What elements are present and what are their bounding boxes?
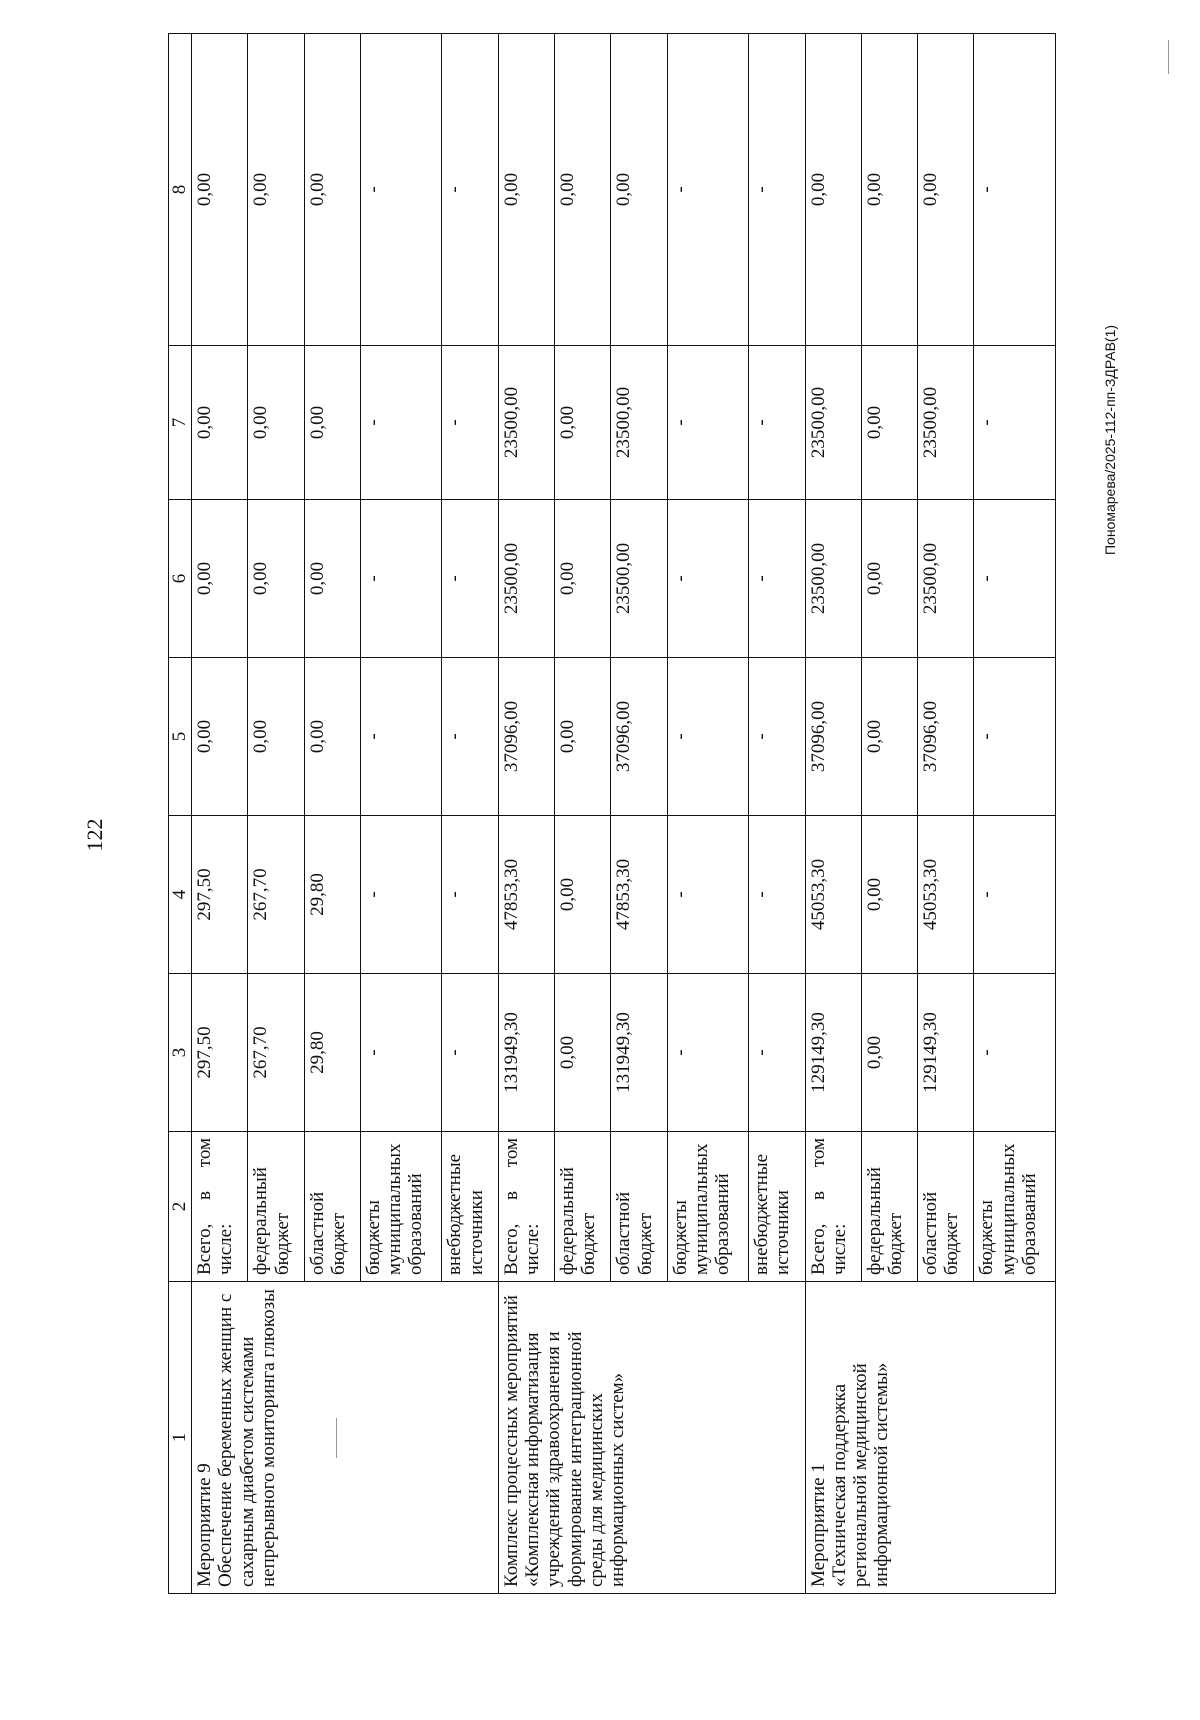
value-cell: 23500,00: [611, 500, 667, 658]
value-cell: 129149,30: [918, 974, 974, 1132]
value-cell: -: [974, 816, 1056, 974]
scan-artifact: [1168, 40, 1169, 74]
value-cell: 0,00: [248, 658, 304, 816]
value-cell: 23500,00: [498, 500, 554, 658]
source-label: бюджеты муниципальных образований: [360, 1132, 442, 1282]
activity-title: Комплекс процессных мероприятий «Комплексная информатизация учреждений здравоохранения и формирование интеграционной среды для медицинских информационных систем»: [500, 1295, 629, 1587]
source-label: федеральный бюджет: [248, 1132, 304, 1282]
value-cell: 47853,30: [498, 816, 554, 974]
value-cell: 47853,30: [611, 816, 667, 974]
column-number: 7: [169, 346, 192, 500]
activity-description-cell: [192, 1282, 499, 1594]
value-cell: -: [749, 34, 805, 346]
source-label: областной бюджет: [918, 1132, 974, 1282]
value-cell: 23500,00: [918, 500, 974, 658]
value-cell: -: [974, 500, 1056, 658]
value-cell: 0,00: [248, 346, 304, 500]
value-cell: -: [442, 658, 498, 816]
value-cell: -: [974, 658, 1056, 816]
value-cell: -: [749, 658, 805, 816]
value-cell: -: [360, 34, 442, 346]
value-cell: -: [749, 974, 805, 1132]
column-number: 4: [169, 816, 192, 974]
value-cell: -: [442, 34, 498, 346]
value-cell: 297,50: [192, 816, 248, 974]
value-cell: 0,00: [248, 500, 304, 658]
value-cell: -: [667, 658, 749, 816]
source-label: в: [807, 1190, 829, 1200]
value-cell: -: [749, 816, 805, 974]
value-cell: -: [749, 346, 805, 500]
value-cell: -: [442, 974, 498, 1132]
source-label: бюджеты муниципальных образований: [667, 1132, 749, 1282]
activity-description-cell: [498, 1282, 805, 1594]
value-cell: 267,70: [248, 816, 304, 974]
source-label: федеральный бюджет: [555, 1132, 611, 1282]
value-cell: 0,00: [498, 34, 554, 346]
source-label: внебюджетные источники: [749, 1132, 805, 1282]
activity-title: Мероприятие 9: [194, 1463, 215, 1587]
value-cell: -: [442, 346, 498, 500]
source-label: областной бюджет: [304, 1132, 360, 1282]
table-row: [498, 34, 554, 1594]
value-cell: 0,00: [555, 974, 611, 1132]
value-cell: 37096,00: [611, 658, 667, 816]
value-cell: 0,00: [861, 816, 917, 974]
value-cell: -: [360, 974, 442, 1132]
value-cell: 0,00: [861, 658, 917, 816]
table-row: [192, 34, 248, 1594]
source-label: Всего,: [807, 1223, 829, 1275]
value-cell: 0,00: [918, 34, 974, 346]
column-number: 2: [169, 1132, 192, 1282]
value-cell: 0,00: [861, 500, 917, 658]
value-cell: 29,80: [304, 816, 360, 974]
value-cell: 0,00: [555, 34, 611, 346]
source-label: числе:: [215, 1223, 237, 1275]
source-label: том: [500, 1138, 522, 1168]
activity-description: Обеспечение беременных женщин с сахарным диабетом системами непрерывного мониторинга глюкозы: [215, 1289, 279, 1587]
column-number: 6: [169, 500, 192, 658]
value-cell: 0,00: [192, 500, 248, 658]
source-label: областной бюджет: [611, 1132, 667, 1282]
source-label: федеральный бюджет: [861, 1132, 917, 1282]
value-cell: 131949,30: [611, 974, 667, 1132]
column-number: 8: [169, 34, 192, 346]
column-number: 3: [169, 974, 192, 1132]
value-cell: 29,80: [304, 974, 360, 1132]
column-number: 5: [169, 658, 192, 816]
value-cell: 0,00: [304, 500, 360, 658]
value-cell: 0,00: [861, 346, 917, 500]
table-row: [805, 34, 861, 1594]
value-cell: 45053,30: [805, 816, 861, 974]
source-total-cell: [192, 1132, 248, 1282]
value-cell: 0,00: [304, 346, 360, 500]
value-cell: -: [667, 816, 749, 974]
source-label: том: [194, 1138, 215, 1168]
value-cell: -: [360, 816, 442, 974]
activity-description-cell: [805, 1282, 1056, 1594]
source-total-cell: [805, 1132, 861, 1282]
value-cell: 0,00: [304, 658, 360, 816]
source-label: числе:: [828, 1223, 850, 1275]
page-number: 122: [82, 818, 107, 852]
value-cell: 0,00: [805, 34, 861, 346]
value-cell: -: [442, 500, 498, 658]
value-cell: 0,00: [611, 34, 667, 346]
value-cell: 0,00: [555, 500, 611, 658]
value-cell: 0,00: [861, 34, 917, 346]
column-number-row: [169, 34, 192, 1594]
value-cell: -: [974, 346, 1056, 500]
source-label: том: [807, 1138, 829, 1168]
value-cell: 0,00: [555, 816, 611, 974]
source-label: бюджеты муниципальных образований: [974, 1132, 1056, 1282]
value-cell: 23500,00: [611, 346, 667, 500]
value-cell: 0,00: [248, 34, 304, 346]
value-cell: 0,00: [192, 34, 248, 346]
value-cell: 297,50: [192, 974, 248, 1132]
value-cell: 0,00: [192, 346, 248, 500]
value-cell: 0,00: [861, 974, 917, 1132]
rotated-table-container: [168, 34, 1056, 1594]
value-cell: 23500,00: [918, 346, 974, 500]
column-number: 1: [169, 1282, 192, 1594]
value-cell: 131949,30: [498, 974, 554, 1132]
value-cell: 45053,30: [918, 816, 974, 974]
value-cell: -: [667, 500, 749, 658]
value-cell: -: [749, 500, 805, 658]
source-label: Всего,: [500, 1223, 522, 1275]
value-cell: 0,00: [192, 658, 248, 816]
budget-table: [168, 33, 1056, 1594]
document-footer-code: Пономарева/2025-112-пп-ЗДРАВ(1): [1102, 324, 1118, 556]
value-cell: -: [667, 34, 749, 346]
value-cell: 0,00: [555, 346, 611, 500]
source-total-cell: [498, 1132, 554, 1282]
value-cell: 37096,00: [805, 658, 861, 816]
value-cell: -: [360, 346, 442, 500]
value-cell: -: [442, 816, 498, 974]
source-label: числе:: [522, 1223, 544, 1275]
value-cell: 37096,00: [918, 658, 974, 816]
value-cell: 267,70: [248, 974, 304, 1132]
source-label: Всего,: [194, 1223, 215, 1275]
source-label: в: [500, 1190, 522, 1200]
value-cell: 0,00: [555, 658, 611, 816]
value-cell: -: [667, 346, 749, 500]
value-cell: -: [360, 500, 442, 658]
value-cell: -: [667, 974, 749, 1132]
value-cell: 23500,00: [805, 346, 861, 500]
value-cell: 0,00: [304, 34, 360, 346]
value-cell: -: [974, 974, 1056, 1132]
activity-description: «Техническая поддержка региональной медицинской информационной системы»: [828, 1362, 893, 1587]
activity-title: Мероприятие 1: [807, 1463, 829, 1587]
value-cell: 23500,00: [805, 500, 861, 658]
source-label: внебюджетные источники: [442, 1132, 498, 1282]
value-cell: 37096,00: [498, 658, 554, 816]
source-label: в: [194, 1190, 215, 1200]
value-cell: 23500,00: [498, 346, 554, 500]
value-cell: -: [974, 34, 1056, 346]
value-cell: 129149,30: [805, 974, 861, 1132]
value-cell: -: [360, 658, 442, 816]
